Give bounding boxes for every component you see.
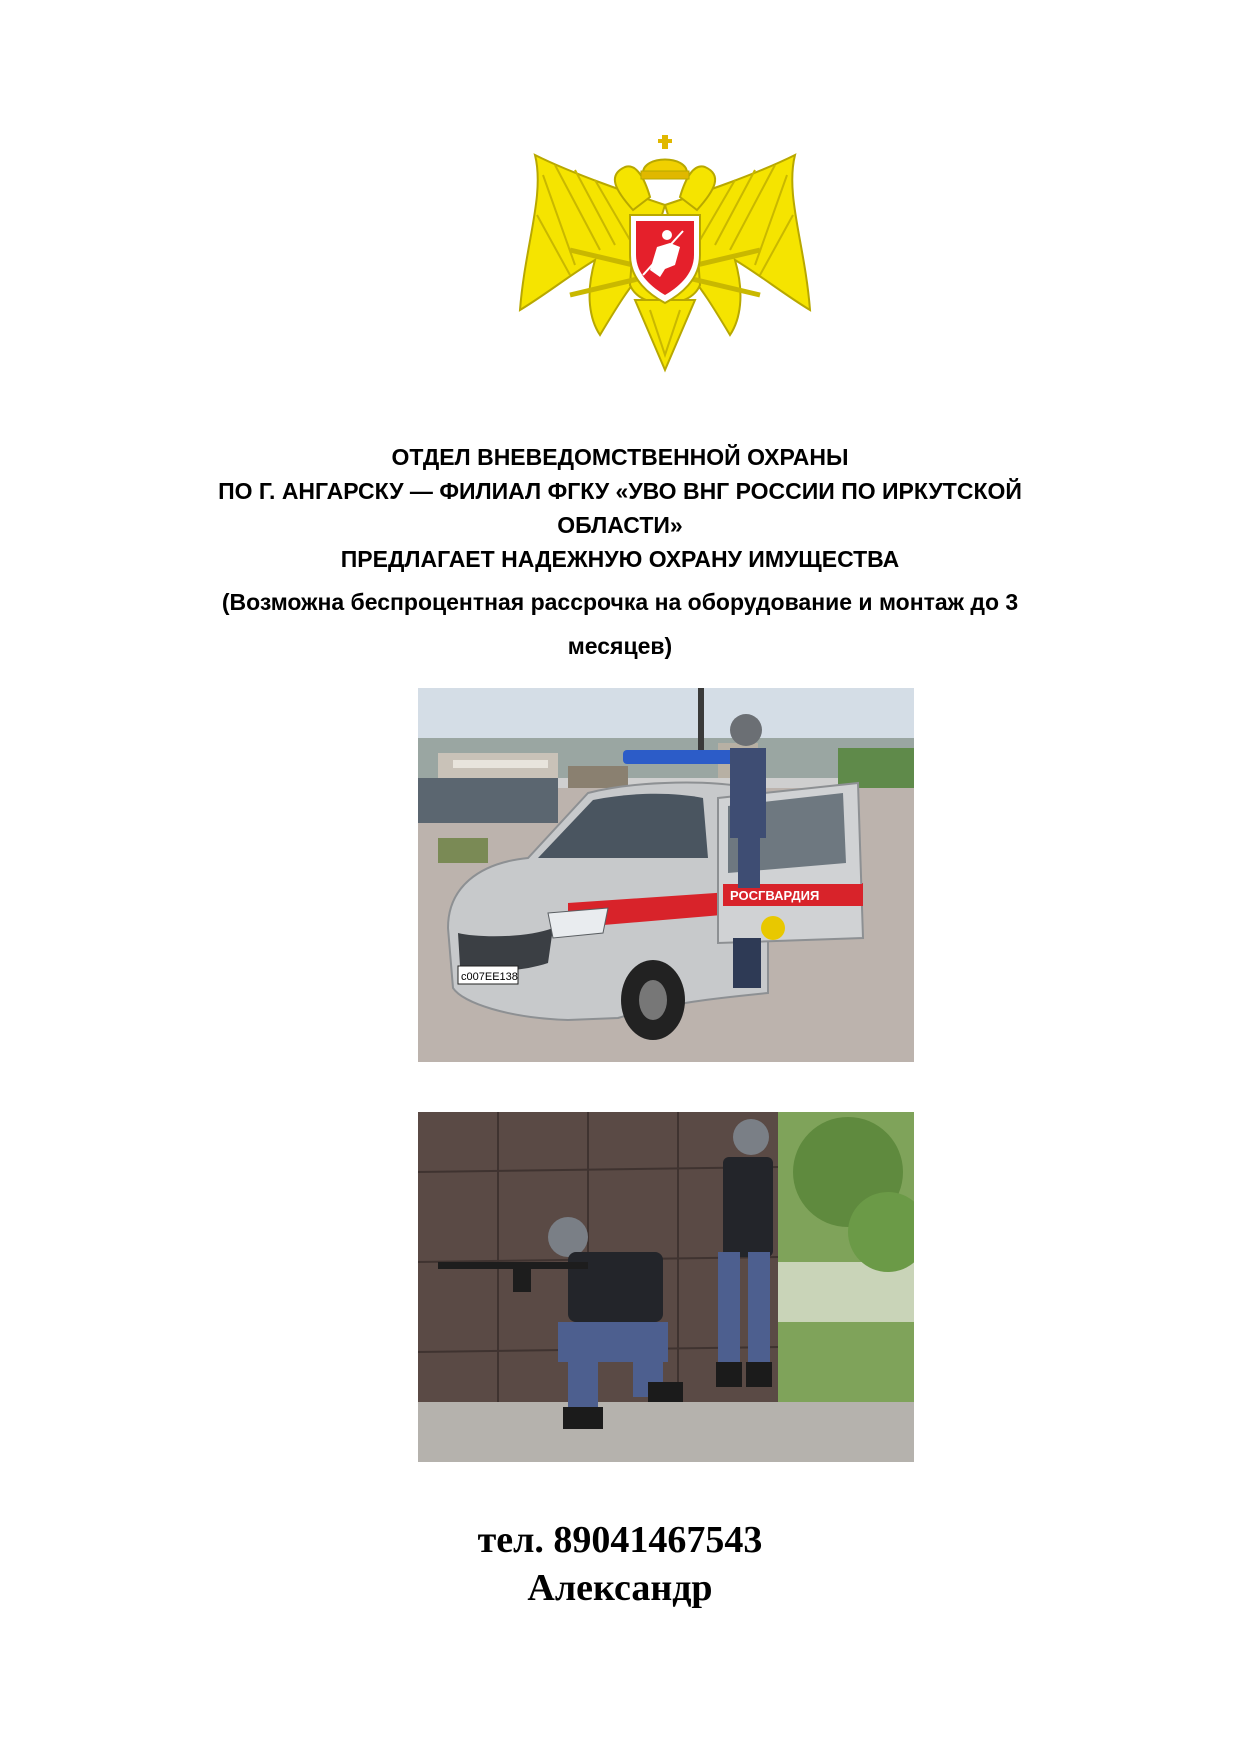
rosgvardia-emblem-icon: [515, 135, 815, 380]
heading-line-offer: ПРЕДЛАГАЕТ НАДЕЖНУЮ ОХРАНУ ИМУЩЕСТВА: [340, 546, 900, 572]
license-plate: с007ЕЕ138: [461, 971, 518, 983]
installment-note: (Возможна беспроцентная рассрочка на оборудование и монтаж до 3 месяцев): [221, 589, 1019, 659]
armed-officers-photo: [418, 1112, 914, 1462]
heading-line-branch: ПО Г. АНГАРСКУ — ФИЛИАЛ ФГКУ «УВО ВНГ РОССИИ ПО ИРКУТСКОЙ ОБЛАСТИ»: [218, 478, 1022, 538]
organization-heading: [170, 440, 1070, 668]
heading-line-department: ОТДЕЛ ВНЕВЕДОМСТВЕННОЙ ОХРАНЫ: [391, 444, 849, 470]
contact-phone: тел. 89041467543: [477, 1519, 763, 1561]
contact-name: Александр: [527, 1567, 713, 1609]
door-label: РОСГВАРДИЯ: [730, 888, 820, 903]
patrol-car-photo: [418, 688, 914, 1062]
